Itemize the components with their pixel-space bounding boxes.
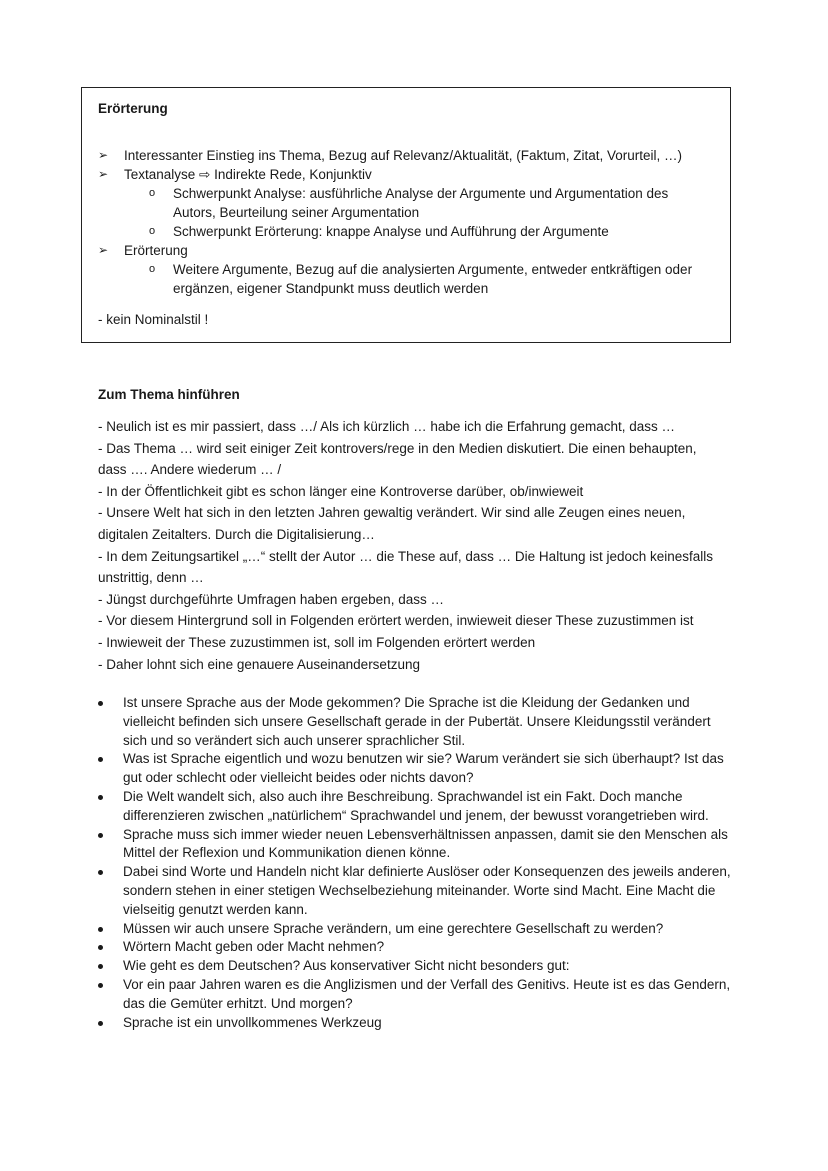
arrow-bullet-icon: ➢ [98, 167, 109, 181]
sub-list-item-text: Weitere Argumente, Bezug auf die analysierten Argumente, entweder entkräftigen oder ergänzen, eigener Standpunkt muss deutlich werden [173, 262, 693, 296]
sub-list-item-text: Schwerpunkt Analyse: ausführliche Analyse der Argumente und Argumentation des Autors, Beurteilung seiner Argumentation [173, 186, 669, 220]
bullet-dot-icon [98, 870, 103, 875]
list-item [98, 146, 714, 165]
text-line: - Das Thema … wird seit einiger Zeit kontrovers/rege in den Medien diskutiert. Die einen behaupten, [98, 440, 697, 456]
bullet-item [98, 788, 738, 826]
intro-section [98, 386, 738, 675]
text-line: dass …. Andere wiederum … / [98, 462, 282, 478]
text-line: - In dem Zeitungsartikel „…“ stellt der Autor … die These auf, dass … Die Haltung ist jedoch keinesfalls [98, 548, 714, 564]
text-line: - Unsere Welt hat sich in den letzten Jahren gewaltig verändert. Wir sind alle Zeugen eines neuen, [98, 505, 686, 521]
sub-list-item [98, 222, 714, 241]
bullet-dot-icon [98, 795, 103, 800]
circle-bullet-icon: o [149, 263, 156, 275]
bullet-item [98, 920, 738, 939]
bullet-dot-icon [98, 964, 103, 969]
box-title: Erörterung [98, 101, 168, 116]
arrow-bullet-icon: ➢ [98, 148, 109, 162]
bullet-text: Die Welt wandelt sich, also auch ihre Beschreibung. Sprachwandel ist ein Fakt. Doch manche differenzieren zwischen „natürlichem“ Sprachwandel und jenem, der bewusst vorangetrieben wird. [123, 788, 709, 823]
list-item-text: Erörterung [124, 243, 188, 258]
bullet-item [98, 863, 738, 919]
bullet-item [98, 938, 738, 957]
bullet-text: Wörtern Macht geben oder Macht nehmen? [123, 939, 385, 955]
sub-list-item-text: Schwerpunkt Erörterung: knappe Analyse und Aufführung der Argumente [173, 224, 609, 239]
bullet-dot-icon [98, 757, 103, 762]
bullet-item [98, 1014, 738, 1033]
sub-list-item [98, 184, 714, 222]
bullet-text: Ist unsere Sprache aus der Mode gekommen? Die Sprache ist die Kleidung der Gedanken und vielleicht befinden sich unsere Gesellschaft gerade in der Pubertät. Unsere Kleidungsstil verändert sich und so verändert sich auch unserer sprachlicher Stil. [123, 695, 711, 748]
bullet-dot-icon [98, 945, 103, 950]
text-line: - Neulich ist es mir passiert, dass …/ Als ich kürzlich … habe ich die Erfahrung gemacht, dass … [98, 419, 675, 434]
box-note: - kein Nominalstil ! [98, 312, 209, 327]
list-item-text: Textanalyse ⇨ Indirekte Rede, Konjunktiv [124, 167, 372, 182]
bullet-list [98, 694, 738, 1032]
bullet-item [98, 826, 738, 864]
bullet-dot-icon [98, 701, 103, 706]
bullet-text: Sprache muss sich immer wieder neuen Lebensverhältnissen anpassen, damit sie den Menschen als Mittel der Reflexion und Kommunikation dienen könne. [123, 826, 728, 861]
bullet-text: Dabei sind Worte und Handeln nicht klar definierte Auslöser oder Konsequenzen des jeweils anderen, sondern stehen in einer stetigen Wechselbeziehung miteinander. Worte sind Macht. Eine Macht die vielseitig genutzt werden kann. [123, 864, 731, 917]
bullet-dot-icon [98, 927, 103, 932]
bullet-text: Was ist Sprache eigentlich und wozu benutzen wir sie? Warum verändert sie sich überhaupt? Ist das gut oder schlecht oder vielleicht beides oder nichts davon? [123, 751, 724, 786]
bullet-dot-icon [98, 833, 103, 838]
bullet-item [98, 957, 738, 976]
bullet-item [98, 694, 738, 750]
text-line: unstrittig, denn … [98, 570, 204, 586]
bullet-text: Müssen wir auch unsere Sprache verändern, um eine gerechtere Gesellschaft zu werden? [123, 920, 664, 936]
bullet-dot-icon [98, 1021, 103, 1026]
text-line: - Jüngst durchgeführte Umfragen haben ergeben, dass … [98, 591, 444, 607]
bullet-text: Vor ein paar Jahren waren es die Anglizismen und der Verfall des Genitivs. Heute ist es das Gendern, das die Gemüter erhitzt. Und morgen? [123, 976, 731, 1011]
text-line: - Vor diesem Hintergrund soll in Folgenden erörtert werden, inwieweit dieser These zuzustimmen ist [98, 613, 694, 629]
section-title: Zum Thema hinführen [98, 387, 240, 402]
text-line: - Daher lohnt sich eine genauere Auseinandersetzung [98, 656, 420, 672]
list-item [98, 241, 714, 260]
bullet-item [98, 750, 738, 788]
arrow-bullet-icon: ➢ [98, 243, 109, 257]
sub-list-item [98, 260, 714, 298]
circle-bullet-icon: o [149, 225, 156, 237]
bullet-dot-icon [98, 983, 103, 988]
box-list [98, 146, 714, 298]
summary-box [81, 87, 731, 343]
bullet-item [98, 976, 738, 1014]
text-line: - In der Öffentlichkeit gibt es schon länger eine Kontroverse darüber, ob/inwieweit [98, 483, 584, 499]
list-item [98, 165, 714, 184]
circle-bullet-icon: o [149, 187, 156, 199]
bullet-text: Wie geht es dem Deutschen? Aus konservativer Sicht nicht besonders gut: [123, 958, 570, 974]
bullet-text: Sprache ist ein unvollkommenes Werkzeug [123, 1014, 382, 1030]
text-line: - Inwieweit der These zuzustimmen ist, soll im Folgenden erörtert werden [98, 634, 536, 650]
text-line: digitalen Zeitalters. Durch die Digitalisierung… [98, 526, 375, 542]
list-item-text: Interessanter Einstieg ins Thema, Bezug auf Relevanz/Aktualität, (Faktum, Zitat, Vorurteil, …) [124, 148, 682, 163]
